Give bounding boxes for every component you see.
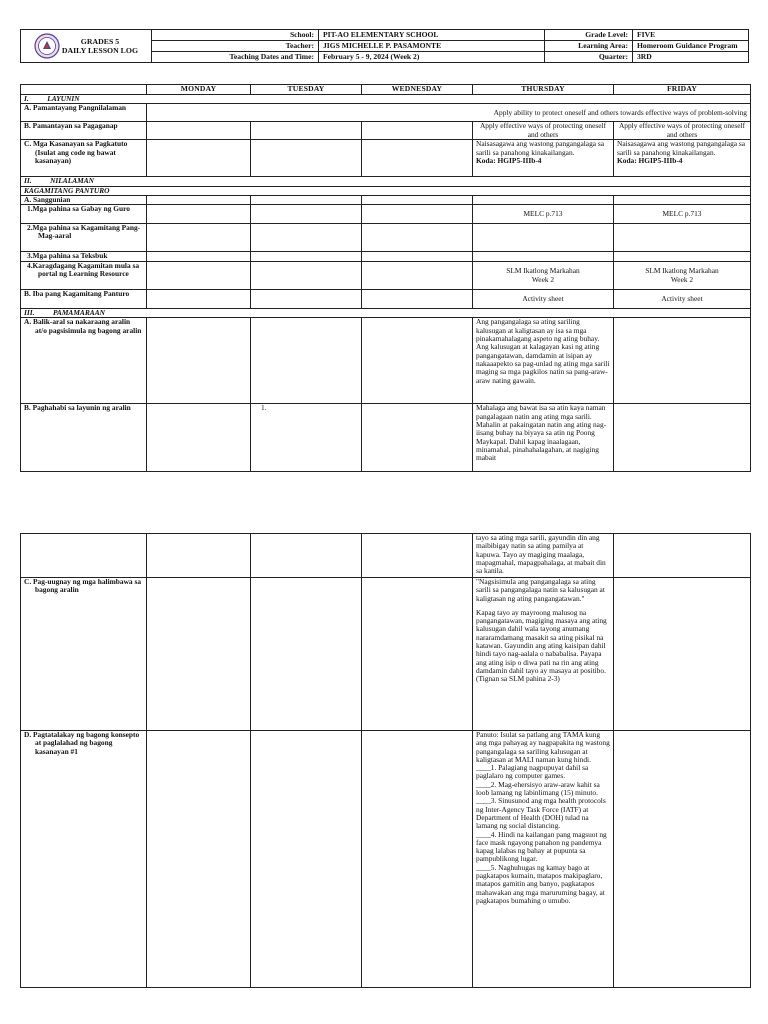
day-header-wednesday: WEDNESDAY — [362, 85, 473, 95]
dates-label: Teaching Dates and Time: — [152, 52, 319, 63]
row-label-pamantayan-pagganap: B. Pamantayan sa Pagaganap — [21, 122, 147, 140]
gabay-guro-thursday: MELC p.713 — [473, 205, 614, 224]
area-label: Learning Area: — [545, 41, 633, 52]
pagganap-friday: Apply effective ways of protecting oneself and others — [614, 122, 751, 140]
pag-uugnay-reference: (Tignan sa SLM pahina 2-3) — [476, 674, 560, 684]
cell — [251, 205, 362, 224]
cell — [362, 404, 473, 472]
cell — [251, 195, 362, 204]
paghahabi-tuesday: 1. — [251, 404, 362, 472]
day-header-friday: FRIDAY — [614, 85, 751, 95]
section-nilalaman: II. NILALAMAN — [21, 177, 751, 186]
kasanayan-thursday — [473, 140, 614, 177]
day-header-tuesday: TUESDAY — [251, 85, 362, 95]
cell — [251, 290, 362, 309]
pagtatalakay-item-5: ____5. Naghuhugas ng kamay bago at pagkatapos kumain, matapos makipaglaro, matapos gamitin ang banyo, pagkatapos mahawakan ang mga maruruming bagay, at pagkatapos bumahing o umubo. — [476, 862, 605, 905]
cell — [614, 578, 751, 731]
cell — [147, 224, 251, 252]
gabay-guro-friday: MELC p.713 — [614, 205, 751, 224]
row-label-teksbuk: 3.Mga pahina sa Teksbuk — [21, 252, 147, 262]
quarter-label: Quarter: — [545, 52, 633, 63]
karagdagang-thursday: SLM Ikatlong Markahan Week 2 — [473, 262, 614, 290]
row-label-balik-aral: A. Balik-aral sa nakaraang aralin at/o pagsisimula ng bagong aralin — [21, 318, 147, 404]
lesson-table-page2 — [20, 533, 751, 988]
row-label-pag-uugnay: C. Pag-uugnay ng mga halimbawa sa bagong aralin — [21, 578, 147, 731]
row-label-kagamitang-mag-aaral: 2.Mga pahina sa Kagamitang Pang-Mag-aaral — [21, 224, 147, 252]
kasanayan-friday-code: Koda: HGIP5-IIIb-4 — [617, 155, 683, 165]
row-label-paghahabi: B. Paghahabi sa layunin ng aralin — [21, 404, 147, 472]
header-table — [20, 29, 749, 63]
cell — [362, 224, 473, 252]
area-value: Homeroom Guidance Program — [633, 41, 749, 52]
pag-uugnay-thursday — [473, 578, 614, 731]
paghahabi-thursday: Mahalaga ang bawat isa sa atin kaya naman pangalagaan natin ang ating mga sarili. Mahalin at pakaingatan natin ang ating nag-iisang buhay na biyaya sa atin ng Poong Maykapal. Dahil kapag inaalagaan, minamahal, pinahahalagahan, at nagiging mabait — [473, 404, 614, 472]
section-kagamitang: KAGAMITANG PANTURO — [21, 186, 751, 195]
balik-aral-thursday: Ang pangangalaga sa ating sariling kalusugan at kaligtasan ay isa sa mga pinakamahalagang aspeto ng ating buhay. Ang kalusugan at kalagayan kasi ng ating pangangatawan, damdamin at isipan ay nakaaapekto sa pag-unlad ng ating mga sarili maging sa mga pagkilos natin sa pang-araw-araw nating gawain. — [473, 318, 614, 404]
cell — [251, 318, 362, 404]
pagtatalakay-thursday — [473, 731, 614, 988]
row-label-kasanayan: C. Mga Kasanayan sa Pagkatuto (Isulat ang code ng bawat kasanayan) — [21, 140, 147, 177]
pagtatalakay-item-3: ____3. Sinusunod ang mga health protocols ng Inter-Agency Task Force (IATF) at Department of Health (DOH) tulad na lamang ng social distancing. — [476, 796, 606, 831]
iba-pang-thursday: Activity sheet — [473, 290, 614, 309]
pagtatalakay-item-2: ____2. Mag-ehersisyo araw-araw kahit sa loob lamang ng labinlimang (15) minuto. — [476, 779, 600, 798]
cell — [251, 252, 362, 262]
title-line1: GRADES 5 — [80, 37, 120, 46]
deped-seal-icon — [34, 33, 60, 59]
cell — [21, 534, 147, 578]
cell — [251, 534, 362, 578]
teacher-value: JIGS MICHELLE P. PASAMONTE — [319, 41, 545, 52]
cell — [362, 578, 473, 731]
kasanayan-friday-text: Naisasagawa ang wastong pangangalaga sa sarili sa panahong kinakailangan. — [617, 139, 746, 157]
cell — [614, 318, 751, 404]
grade-label: Grade Level: — [545, 30, 633, 41]
cell — [251, 578, 362, 731]
cell — [362, 140, 473, 177]
cell — [362, 290, 473, 309]
school-label: School: — [152, 30, 319, 41]
day-header-blank — [21, 85, 147, 95]
cell — [473, 224, 614, 252]
row-label-iba-pang-kagamitan: B. Iba pang Kagamitang Panturo — [21, 290, 147, 309]
cell — [251, 262, 362, 290]
cell — [251, 224, 362, 252]
kasanayan-friday — [614, 140, 751, 177]
cell — [362, 318, 473, 404]
row-label-pamantayang-nilalaman: A. Pamantayang Pangnilalaman — [21, 104, 147, 122]
row-label-pagtatalakay: D. Pagtatalakay ng bagong konsepto at paglalahad ng bagong kasanayan #1 — [21, 731, 147, 988]
paghahabi-cont-thursday: tayo sa ating mga sarili, gayundin din ang maibibigay natin sa ating pamilya at kapuwa. Tayo ay magiging maalaga, mapagmahal, mapagpahalaga, at mabait din sa kanila. — [473, 534, 614, 578]
section-layunin: I. LAYUNIN — [21, 95, 751, 104]
cell — [614, 404, 751, 472]
grade-value: FIVE — [633, 30, 749, 41]
cell — [362, 205, 473, 224]
day-header-monday: MONDAY — [147, 85, 251, 95]
cell — [147, 195, 251, 204]
cell — [147, 252, 251, 262]
iba-pang-friday: Activity sheet — [614, 290, 751, 309]
cell — [251, 140, 362, 177]
page-two — [0, 496, 768, 1024]
cell — [362, 122, 473, 140]
cell — [614, 224, 751, 252]
dates-value: February 5 - 9, 2024 (Week 2) — [319, 52, 545, 63]
karagdagang-friday: SLM Ikatlong Markahan Week 2 — [614, 262, 751, 290]
cell — [147, 262, 251, 290]
cell — [251, 731, 362, 988]
cell — [147, 731, 251, 988]
cell — [147, 290, 251, 309]
row-label-karagdagang-kagamitan: 4.Karagdagang Kagamitan mula sa portal ng Learning Resource — [21, 262, 147, 290]
kasanayan-thursday-code: Koda: HGIP5-IIIb-4 — [476, 155, 542, 165]
cell — [614, 731, 751, 988]
page-one — [0, 0, 768, 496]
cell — [251, 122, 362, 140]
pagtatalakay-item-1: ____1. Palagiang nagpupuyat dahil sa paglalaro ng computer games. — [476, 763, 589, 781]
school-value: PIT-AO ELEMENTARY SCHOOL — [319, 30, 545, 41]
teacher-label: Teacher: — [152, 41, 319, 52]
pamantayang-nilalaman-value: Apply ability to protect oneself and others towards effective ways of problem-solving — [147, 104, 751, 122]
cell — [614, 534, 751, 578]
lesson-table-page1 — [20, 84, 751, 472]
cell — [362, 195, 473, 204]
section-pamamaraan: III. PAMAMARAAN — [21, 309, 751, 318]
title-line2: DAILY LESSON LOG — [61, 46, 139, 55]
cell — [362, 731, 473, 988]
title-cell — [21, 30, 152, 63]
row-label-gabay-guro: 1.Mga pahina sa Gabay ng Guro — [21, 205, 147, 224]
cell — [147, 404, 251, 472]
day-header-thursday: THURSDAY — [473, 85, 614, 95]
row-label-sanggunian: A. Sanggunian — [21, 195, 147, 204]
cell — [147, 578, 251, 731]
pagtatalakay-item-4: ____4. Hindi na kailangan pang magsuot ng face mask ngayong panahon ng pandemya kapag lalabas ng bahay at pupunta sa pampublikong lugar. — [476, 829, 607, 864]
cell — [362, 262, 473, 290]
pagganap-thursday: Apply effective ways of protecting oneself and others — [473, 122, 614, 140]
cell — [362, 252, 473, 262]
cell — [147, 122, 251, 140]
cell — [147, 534, 251, 578]
pag-uugnay-quote: "Nagsisimula ang pangangalaga sa ating sarili sa pangangalaga natin sa kalusugan at kaligtasan ng ating pangangatawan." — [476, 577, 605, 603]
cell — [147, 205, 251, 224]
pagtatalakay-instructions: Panuto: Isulat sa patlang ang TAMA kung ang mga pahayag ay nagpapakita ng wastong pangangalaga sa sariling kalusugan at kaligtasan at MALI naman kung hindi. — [476, 730, 610, 764]
quarter-value: 3RD — [633, 52, 749, 63]
cell — [362, 534, 473, 578]
pag-uugnay-body: Kapag tayo ay mayroong malusog na pangangatawan, magiging masaya ang ating kalusugan dahil wala tayong anumang nararamdamang masakit sa ating pisikal na katawan. Gayundin ang ating kaisipan dahil hindi tayo nag-aalala o nababalisa. Payapa ang ating isip o diwa pati na rin ang ating damdamin dahil tayo ay masaya at positibo. — [476, 607, 607, 675]
cell — [614, 252, 751, 262]
cell — [614, 195, 751, 204]
kasanayan-thursday-text: Naisasagawa ang wastong pangangalaga sa sarili sa panahong kinakailangan. — [476, 139, 605, 157]
cell — [473, 252, 614, 262]
cell — [147, 318, 251, 404]
cell — [473, 195, 614, 204]
cell — [147, 140, 251, 177]
